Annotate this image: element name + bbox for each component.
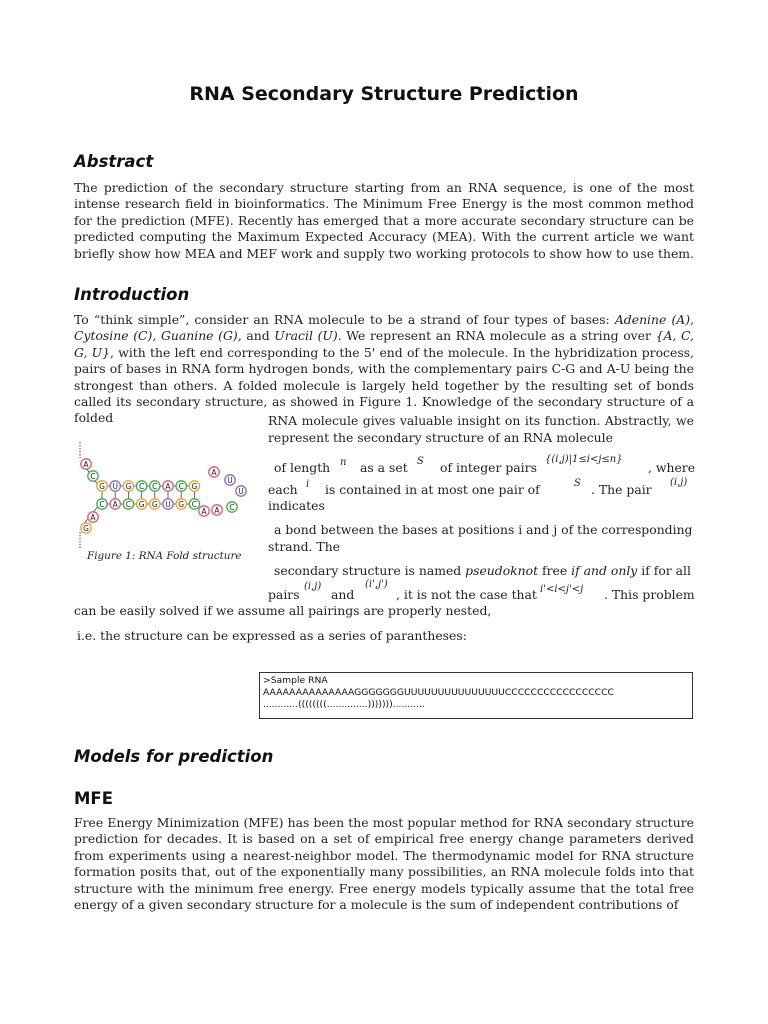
intro-text: secondary structure is named: [274, 563, 466, 578]
sample-rna-box: [259, 672, 693, 719]
intro-and-label: and: [331, 587, 355, 602]
intro-ie-line: i.e. the structure can be expressed as a series of parantheses:: [77, 628, 467, 643]
base-node: [176, 481, 186, 491]
svg-text:G: G: [151, 499, 158, 509]
svg-text:A: A: [211, 467, 217, 477]
math-ij: (i,j): [670, 477, 688, 488]
base-node: [81, 459, 91, 469]
sample-sequence: AAAAAAAAAAAAAAGGGGGGGUUUUUUUUUUUUUUUCCCCCCCCCCCCCCCCC: [263, 687, 614, 698]
intro-problem-label: . This problem: [604, 587, 695, 602]
svg-text:C: C: [90, 471, 96, 481]
base-node: [110, 481, 120, 491]
abstract-heading: Abstract: [74, 152, 154, 171]
alphabet-term: {A, C, G, U}: [74, 328, 694, 360]
svg-text:A: A: [112, 499, 118, 509]
base-node: [212, 505, 222, 515]
intro-text: free: [538, 563, 572, 578]
svg-text:C: C: [178, 481, 184, 491]
base-node: [150, 481, 160, 491]
intro-pseudoknot-line: [274, 563, 691, 579]
svg-text:G: G: [178, 499, 185, 509]
intro-contained-label: is contained in at most one pair of: [325, 482, 540, 497]
intro-pair-label: . The pair: [591, 482, 652, 497]
math-ij-prime: (i',j'): [365, 579, 388, 590]
figure-caption: Figure 1: RNA Fold structure: [87, 550, 242, 562]
svg-text:C: C: [125, 499, 132, 509]
svg-text:C: C: [138, 481, 145, 491]
base-node: [189, 499, 199, 509]
intro-text: , with the left end corresponding to the 5' end of the molecule. In the hybridization process, pairs of bases in RNA form hydrogen bonds, with the complementary pairs C-G and A-U being the strongest than others. A folded molecule is largely held together by the resulting set of bonds called its secondary structure, as showed in Figure 1. Knowledge of the secondary structure of a folded: [74, 344, 694, 426]
intro-strand-line: strand. The: [268, 539, 341, 554]
svg-text:C: C: [99, 499, 105, 509]
adenine-term: Adenine (A),: [614, 312, 694, 327]
intro-where-label: , where: [648, 460, 696, 475]
guanine-term: Guanine (G),: [160, 328, 242, 344]
svg-text:G: G: [138, 499, 145, 509]
svg-text:G: G: [83, 523, 89, 533]
svg-text:A: A: [90, 512, 96, 522]
intro-not-case-label: , it is not the case that: [396, 587, 537, 602]
svg-text:G: G: [191, 481, 198, 491]
math-s: S: [417, 456, 424, 467]
intro-text: To “think simple”, consider an RNA molecule to be a strand of four types of bases:: [74, 312, 615, 327]
introduction-heading: Introduction: [74, 285, 190, 304]
svg-text:A: A: [201, 506, 207, 516]
intro-line-insight: RNA molecule gives valuable insight on its function. Abstractly, we: [268, 413, 694, 428]
mfe-heading: MFE: [74, 789, 113, 808]
math-pair-set: {(i,j)|1≤i<j≤n}: [545, 454, 623, 465]
math-ij-2: (i,j): [304, 581, 322, 592]
intro-line-represent: represent the secondary structure of an RNA molecule: [268, 430, 613, 445]
base-node: [88, 512, 98, 522]
math-n: n: [340, 457, 347, 468]
intro-pairs-label: pairs: [268, 587, 300, 602]
svg-text:U: U: [238, 486, 244, 496]
base-node: [123, 499, 133, 509]
rna-fold-figure: [72, 440, 252, 550]
pseudoknot-term: pseudoknot: [465, 563, 539, 578]
uracil-term: Uracil (U): [274, 328, 338, 344]
base-node: [88, 471, 98, 481]
intro-bond-line: a bond between the bases at positions i and j of the corresponding: [274, 522, 693, 537]
svg-text:A: A: [83, 459, 89, 469]
base-node: [163, 499, 173, 509]
base-node: [209, 467, 219, 477]
mfe-text: Free Energy Minimization (MFE) has been the most popular method for RNA secondary structure prediction for decades. It is based on a set of empirical free energy change parameters derived from experiments using a nearest-neighbor model. The thermodynamic model for RNA structure formation posits that, out of the exponentially many possibilities, an RNA molecule folds into that structure with the minimum free energy. Free energy models typically assume that the total free energy of a given secondary structure for a molecule is the sum of independent contributions of: [74, 815, 694, 913]
math-inequality: i'<i<j'<j: [540, 584, 584, 595]
page-title: RNA Secondary Structure Prediction: [189, 83, 579, 105]
models-heading: Models for prediction: [74, 747, 274, 766]
abstract-text: The prediction of the secondary structure starting from an RNA sequence, is one of the most intense research field in bioinformatics. The Minimum Free Energy is the most common method for the prediction (MFE). Recently has emerged that a more accurate secondary structure can be predicted computing the Maximum Expected Accuracy (MEA). With the current article we want briefly show how MEA and MEF work and supply two working protocols to show how to use them.: [74, 180, 694, 261]
svg-text:U: U: [112, 481, 118, 491]
base-node: [136, 499, 146, 509]
sample-header: >Sample RNA: [263, 675, 328, 686]
svg-text:C: C: [191, 499, 198, 509]
base-node: [176, 499, 186, 509]
sample-structure: ............((((((((..............)))))))...........: [263, 699, 425, 710]
base-node: [189, 481, 199, 491]
cytosine-term: Cytosine (C),: [74, 328, 157, 344]
base-node: [236, 486, 246, 496]
intro-each-label: each: [268, 482, 298, 497]
intro-solved-line: can be easily solved if we assume all pairings are properly nested,: [74, 603, 492, 618]
svg-text:C: C: [152, 481, 158, 491]
math-i: i: [306, 479, 310, 490]
base-node: [227, 502, 237, 512]
intro-indicates-label: indicates: [268, 498, 325, 513]
svg-text:U: U: [227, 475, 233, 485]
svg-text:G: G: [125, 481, 132, 491]
svg-text:C: C: [229, 502, 235, 512]
introduction-paragraph: [74, 312, 694, 427]
math-s2: S: [574, 478, 581, 489]
base-node: [97, 481, 107, 491]
intro-integer-pairs-label: of integer pairs: [440, 460, 537, 475]
intro-text: . We represent an RNA molecule as a string over: [337, 328, 656, 344]
svg-text:U: U: [165, 499, 171, 509]
base-node: [136, 481, 146, 491]
base-node: [110, 499, 120, 509]
intro-set-label: as a set: [360, 460, 408, 475]
svg-text:G: G: [99, 481, 105, 491]
base-node: [150, 499, 160, 509]
base-node: [199, 506, 209, 516]
base-node: [81, 523, 91, 533]
intro-length-label: of length: [274, 460, 331, 475]
intro-text: and: [241, 328, 275, 344]
base-node: [123, 481, 133, 491]
svg-text:A: A: [214, 505, 220, 515]
base-node: [97, 499, 107, 509]
svg-text:A: A: [165, 481, 171, 491]
base-node: [163, 481, 173, 491]
iff-term: if and only: [571, 563, 638, 578]
base-node: [225, 475, 235, 485]
intro-text: if for all: [637, 563, 691, 578]
